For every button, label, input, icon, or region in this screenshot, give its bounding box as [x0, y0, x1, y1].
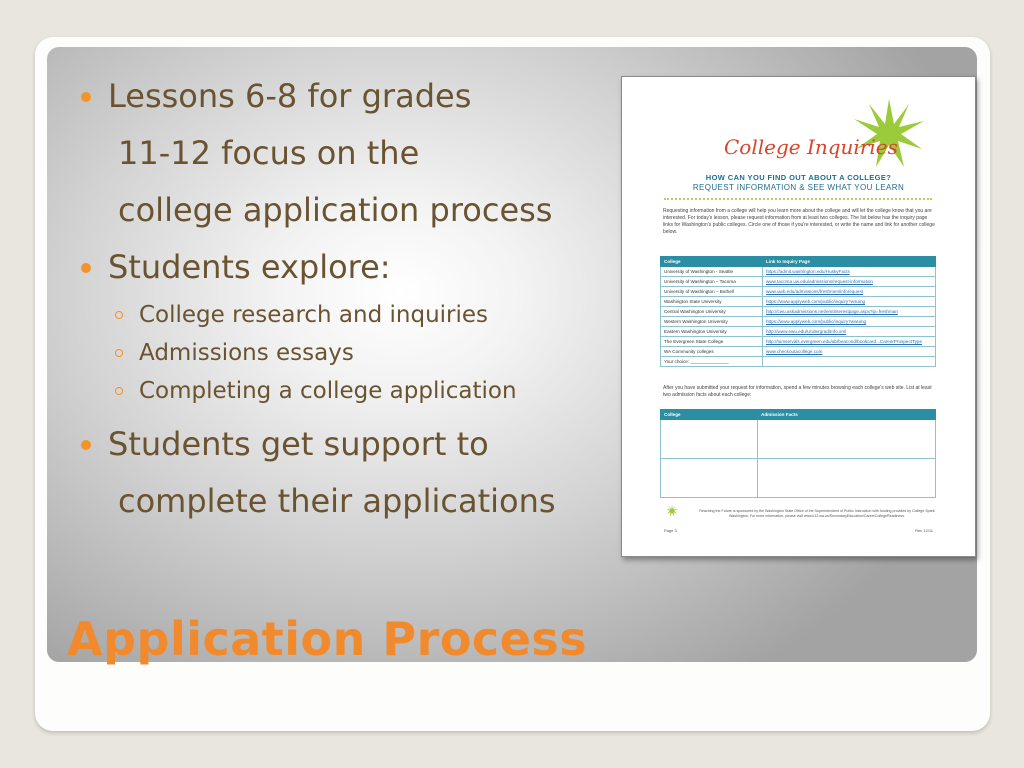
sub-bullet-text: Admissions essays: [139, 340, 354, 366]
table-row: [661, 277, 936, 287]
table-cell: Eastern Washington University: [661, 327, 763, 337]
dotted-divider: [664, 198, 932, 200]
sub-bullet-text: College research and inquiries: [139, 302, 489, 328]
bullet-dot-icon: [81, 92, 91, 102]
table-cell: [758, 459, 936, 498]
table-row: [661, 327, 936, 337]
table-cell: [661, 420, 758, 459]
page-number: Page 3: [664, 528, 677, 533]
table-cell: [661, 459, 758, 498]
bullet-text: Lessons 6-8 for grades: [108, 77, 472, 115]
bullet-text: Students explore:: [108, 248, 391, 286]
slide-title: Application Process: [67, 612, 588, 666]
worksheet-intro: Requesting information from a college will help you learn more about the college and will let the college know that you are interested. For today's lesson, please request information from at least two colleges. The list below has the inquiry page links for Washington's public colleges. Circle one of those if you're interested, or write the name and link for another college below.: [663, 208, 935, 235]
inquiry-link: www.tacoma.uw.edu/admissions/request-information: [763, 277, 936, 287]
bullet-text: Students get support to: [108, 425, 489, 463]
sub-bullet-item: [78, 372, 638, 410]
bullet-text: college application process: [118, 191, 553, 229]
table-cell: [763, 357, 936, 367]
bullet-item: [78, 416, 638, 530]
inquiry-link: www.checkoutacollege.com: [763, 347, 936, 357]
admission-facts-table: [660, 409, 936, 498]
inquiry-link: http://tumservals.evergreen.edu/ab/beacond/bookcard...CareerProspectType: [763, 337, 936, 347]
table-header: College: [661, 410, 758, 420]
bullet-text: 11-12 focus on the: [118, 134, 420, 172]
table-cell: University of Washington - Seattle: [661, 267, 763, 277]
inquiry-link: https://www.applyweb.com/public/inquiry?wsuing: [763, 297, 936, 307]
worksheet-instructions: After you have submitted your request for information, spend a few minutes browsing each college's web site. List at least two admission facts about each college:: [663, 385, 932, 398]
worksheet-title: College Inquiries: [724, 135, 898, 159]
table-row: [661, 420, 936, 459]
bullet-item: [78, 68, 638, 239]
worksheet-question: HOW CAN YOU FIND OUT ABOUT A COLLEGE?: [705, 173, 892, 182]
table-row: [661, 357, 936, 367]
table-row: [661, 347, 936, 357]
table-cell: University of Washington – Tacoma: [661, 277, 763, 287]
table-row: [661, 267, 936, 277]
table-cell: Your choice: _______________: [661, 357, 763, 367]
table-row: [661, 307, 936, 317]
table-row: [661, 287, 936, 297]
table-cell: WA Community colleges: [661, 347, 763, 357]
ring-bullet-icon: [115, 311, 123, 319]
table-header: College: [661, 257, 763, 267]
table-row: [661, 337, 936, 347]
table-cell: Washington State University: [661, 297, 763, 307]
table-cell: The Evergreen State College: [661, 337, 763, 347]
ring-bullet-icon: [115, 387, 123, 395]
inquiry-link: http://www.ewu.edu/Undergrad/Info.xml: [763, 327, 936, 337]
sub-bullet-item: [78, 296, 638, 334]
inquiry-link: https://www.applyweb.com/public/inquiry?wwuing: [763, 317, 936, 327]
table-row: [661, 459, 936, 498]
bullet-list: [78, 68, 638, 530]
table-row: [661, 317, 936, 327]
worksheet-footer: Reaching the Future is sponsored by the Washington State Office of the Superintendent of Public Instruction with funding provided by College Spark Washington. For more information, please visit www.k12.wa.us/SecondaryEducation/CareerCollegeReadiness.: [699, 509, 935, 518]
table-row: [661, 297, 936, 307]
table-header: Admission Facts: [758, 410, 936, 420]
table-header: Link to Inquiry Page: [763, 257, 936, 267]
table-cell: [758, 420, 936, 459]
bullet-item: [78, 239, 638, 296]
inquiry-link: https://admit.washington.edu/HuskyFacts: [763, 267, 936, 277]
bullet-dot-icon: [81, 440, 91, 450]
inquiry-link: http://cwu.askadmissions.net/emtinterestpage.aspx?ip=freshman: [763, 307, 936, 317]
revision-date: Rev 12/11: [915, 528, 933, 533]
inquiry-link: www.uwb.edu/admissions/freshmen/inforequest: [763, 287, 936, 297]
inquiry-table: [660, 256, 936, 367]
worksheet-subtitle: REQUEST INFORMATION & SEE WHAT YOU LEARN: [692, 183, 905, 192]
ring-bullet-icon: [115, 349, 123, 357]
table-cell: University of Washington – Bothell: [661, 287, 763, 297]
bullet-text: complete their applications: [118, 482, 556, 520]
table-cell: Western Washington University: [661, 317, 763, 327]
sub-bullet-text: Completing a college application: [139, 378, 517, 404]
worksheet-image: [621, 76, 976, 557]
bullet-dot-icon: [81, 263, 91, 273]
footer-starburst-icon: [666, 505, 678, 517]
sub-bullet-item: [78, 334, 638, 372]
table-cell: Central Washington University: [661, 307, 763, 317]
